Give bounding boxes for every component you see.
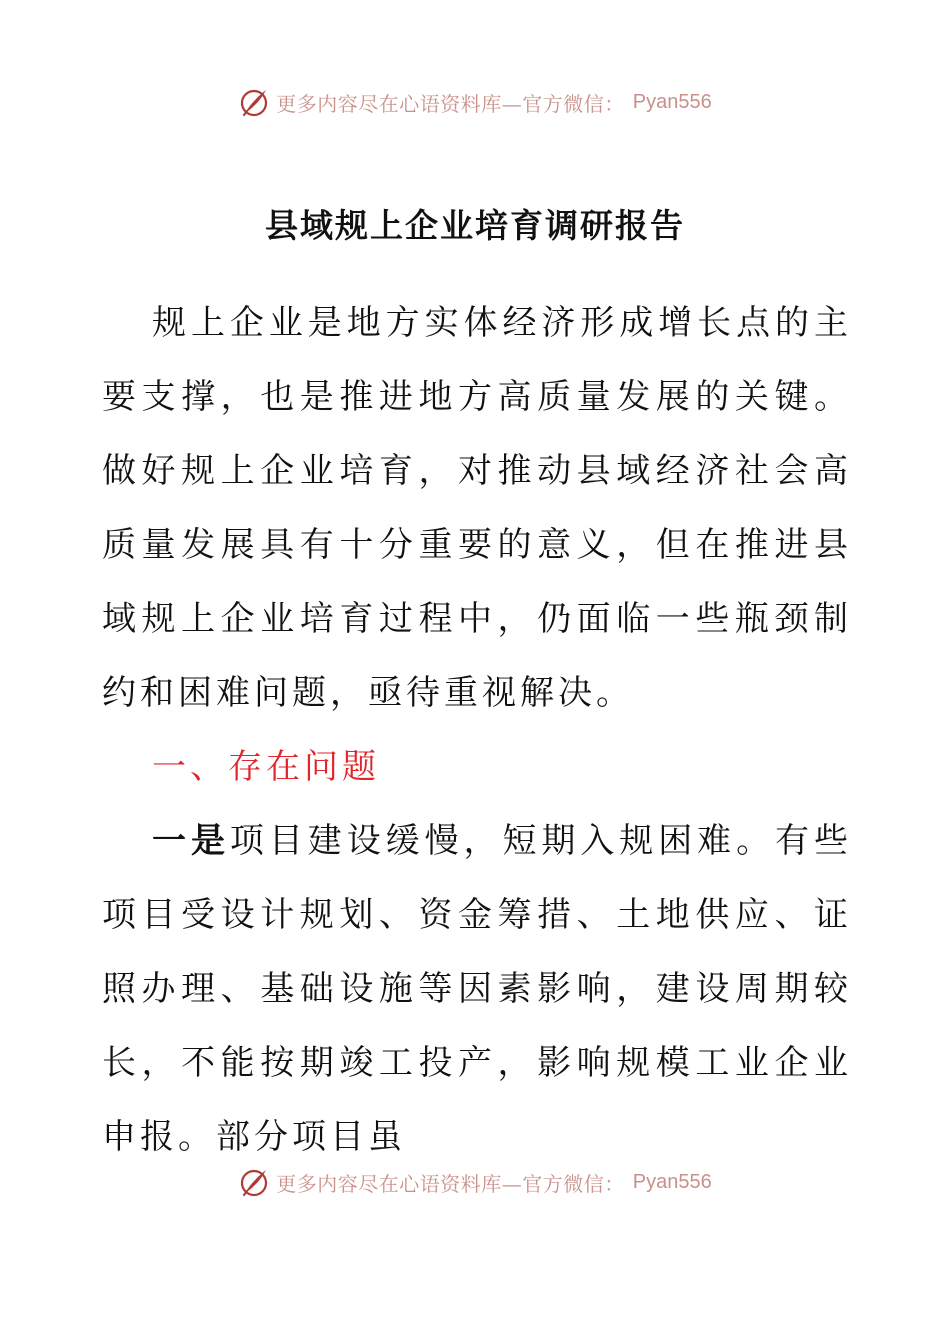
watermark-footer [0,1162,950,1202]
point-one-lead: 一是 [152,821,230,861]
quill-pen-logo-icon [238,86,270,118]
document-body [102,286,852,1174]
watermark-text: 更多内容尽在心语资料库—官方微信： [276,1171,625,1196]
watermark-text: 更多内容尽在心语资料库—官方微信： [276,91,625,116]
watermark-wechat-id: Pyan556 [632,1170,712,1193]
quill-pen-logo-icon [238,1166,270,1198]
section-heading-problems: 一、存在问题 [152,747,380,787]
intro-paragraph: 规上企业是地方实体经济形成增长点的主要支撑，也是推进地方高质量发展的关键。做好规上企业培育，对推动县域经济社会高质量发展具有十分重要的意义，但在推进县域规上企业培育过程中，仍面临一些瓶颈制约和困难问题，亟待重视解决。 [102,303,852,713]
watermark-wechat-id: Pyan556 [632,90,712,113]
point-one-paragraph [102,804,852,1174]
point-one-text: 项目建设缓慢，短期入规困难。有些项目受设计规划、资金筹措、土地供应、证照办理、基础设施等因素影响，建设周期较长，不能按期竣工投产，影响规模工业企业申报。部分项目虽 [102,821,853,1157]
document-title: 县域规上企业培育调研报告 [265,206,685,245]
watermark-header [0,82,950,122]
